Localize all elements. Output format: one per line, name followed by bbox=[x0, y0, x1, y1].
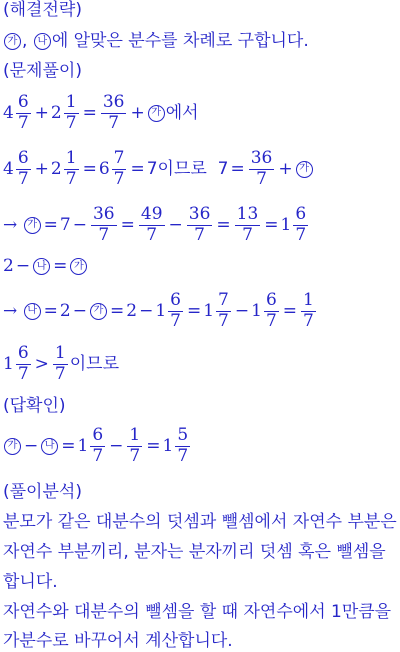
analysis-line: 자연수와 대분수의 뺄셈을 할 때 자연수에서 1만큼을 bbox=[3, 602, 392, 622]
fraction: $\frac{1}{7}$ bbox=[129, 425, 141, 466]
mixed-number: 4 $\frac{6}{7}$ bbox=[3, 148, 29, 189]
fraction: $\frac{36}{7}$ bbox=[188, 204, 211, 245]
fraction: $\frac{7}{7}$ bbox=[218, 290, 229, 331]
arrow-icon: → bbox=[3, 300, 18, 321]
section-answer-heading: (답확인) bbox=[3, 396, 66, 416]
equation-5: → 나 = 2 − 가 = 2 − 1 $\frac{6}{7}$ = 1 $\frac{7}{7}$ − 1 $\frac{6}{7}$ = $\frac{1}{7}$ bbox=[3, 290, 314, 331]
na-symbol: 나 bbox=[24, 303, 41, 320]
fraction: $\frac{6}{7}$ bbox=[265, 290, 277, 331]
equation-7: 가 − 나 = 1 $\frac{6}{7}$ − $\frac{1}{7}$ = 1 $\frac{5}{7}$ bbox=[3, 427, 192, 466]
ga-symbol: 가 bbox=[148, 105, 165, 122]
equation-4: 2 − 나 = 가 bbox=[3, 258, 88, 275]
equation-1: 4 $\frac{6}{7}$ + 2 $\frac{1}{7}$ = $\frac{36}{7}$ + 가 에서 bbox=[3, 92, 199, 133]
mixed-number: 2 $\frac{1}{7}$ bbox=[50, 148, 77, 189]
section-strategy-heading: (해결전략) bbox=[3, 0, 82, 20]
fraction: $\frac{13}{7}$ bbox=[236, 204, 259, 245]
equation-2: 4 $\frac{6}{7}$ + 2 $\frac{1}{7}$ = 6 $\frac{7}{7}$ = 7이므로 7 = $\frac{36}{7}$ + 가 bbox=[3, 150, 314, 189]
arrow-icon: → bbox=[3, 214, 18, 235]
section-analysis-heading: (풀이분석) bbox=[3, 482, 82, 502]
ga-symbol: 가 bbox=[90, 303, 107, 320]
ga-symbol: 가 bbox=[4, 33, 21, 50]
equation-3: → 가 = 7 − $\frac{36}{7}$ = $\frac{49}{7}$ − $\frac{36}{7}$ = $\frac{13}{7}$ = 1 $\frac{6}{7}$ bbox=[3, 206, 310, 245]
mixed-number: 6 $\frac{7}{7}$ bbox=[98, 148, 125, 189]
fraction: $\frac{1}{7}$ bbox=[65, 92, 77, 133]
fraction: $\frac{36}{7}$ bbox=[92, 204, 115, 245]
mixed-number: 1 $\frac{6}{7}$ bbox=[280, 204, 307, 245]
fraction: $\frac{6}{7}$ bbox=[17, 148, 29, 189]
fraction: $\frac{49}{7}$ bbox=[140, 204, 163, 245]
strategy-line: 가 , 나 에 알맞은 분수를 차례로 구합니다. bbox=[3, 33, 309, 50]
fraction: $\frac{6}{7}$ bbox=[17, 343, 29, 384]
fraction: $\frac{5}{7}$ bbox=[177, 425, 189, 466]
fraction: $\frac{6}{7}$ bbox=[170, 290, 181, 331]
fraction: $\frac{1}{7}$ bbox=[54, 343, 66, 384]
mixed-number: 2 $\frac{1}{7}$ bbox=[50, 92, 77, 133]
fraction: $\frac{36}{7}$ bbox=[250, 148, 273, 189]
mixed-number: 1 $\frac{6}{7}$ bbox=[3, 343, 29, 384]
na-symbol: 나 bbox=[41, 438, 58, 455]
ga-symbol: 가 bbox=[296, 161, 313, 178]
equation-6: 1 $\frac{6}{7}$ > $\frac{1}{7}$ 이므로 bbox=[3, 343, 120, 384]
fraction: $\frac{6}{7}$ bbox=[295, 204, 307, 245]
fraction: $\frac{6}{7}$ bbox=[17, 92, 29, 133]
fraction: $\frac{6}{7}$ bbox=[92, 425, 104, 466]
analysis-line: 자연수 부분끼리, 분자는 분자끼리 덧셈 혹은 뺄셈을 bbox=[3, 542, 386, 562]
na-symbol: 나 bbox=[34, 33, 51, 50]
fraction: $\frac{7}{7}$ bbox=[113, 148, 125, 189]
fraction: $\frac{1}{7}$ bbox=[65, 148, 77, 189]
ga-symbol: 가 bbox=[70, 258, 87, 275]
analysis-line: 합니다. bbox=[3, 572, 58, 592]
mixed-number: 1 $\frac{6}{7}$ bbox=[251, 290, 277, 331]
analysis-line: 가분수로 바꾸어서 계산합니다. bbox=[3, 631, 233, 651]
mixed-number: 1 $\frac{6}{7}$ bbox=[77, 425, 104, 466]
ga-symbol: 가 bbox=[24, 217, 41, 234]
mixed-number: 1 $\frac{7}{7}$ bbox=[203, 290, 229, 331]
na-symbol: 나 bbox=[33, 258, 50, 275]
mixed-number: 1 $\frac{6}{7}$ bbox=[155, 290, 181, 331]
section-solution-heading: (문제풀이) bbox=[3, 61, 82, 81]
analysis-line: 분모가 같은 대분수의 덧셈과 뺄셈에서 자연수 부분은 bbox=[3, 512, 397, 532]
ga-symbol: 가 bbox=[4, 438, 21, 455]
mixed-number: 1 $\frac{5}{7}$ bbox=[162, 425, 189, 466]
mixed-number: 4 $\frac{6}{7}$ bbox=[3, 92, 29, 133]
fraction: $\frac{1}{7}$ bbox=[303, 290, 314, 331]
fraction: $\frac{36}{7}$ bbox=[102, 92, 125, 133]
